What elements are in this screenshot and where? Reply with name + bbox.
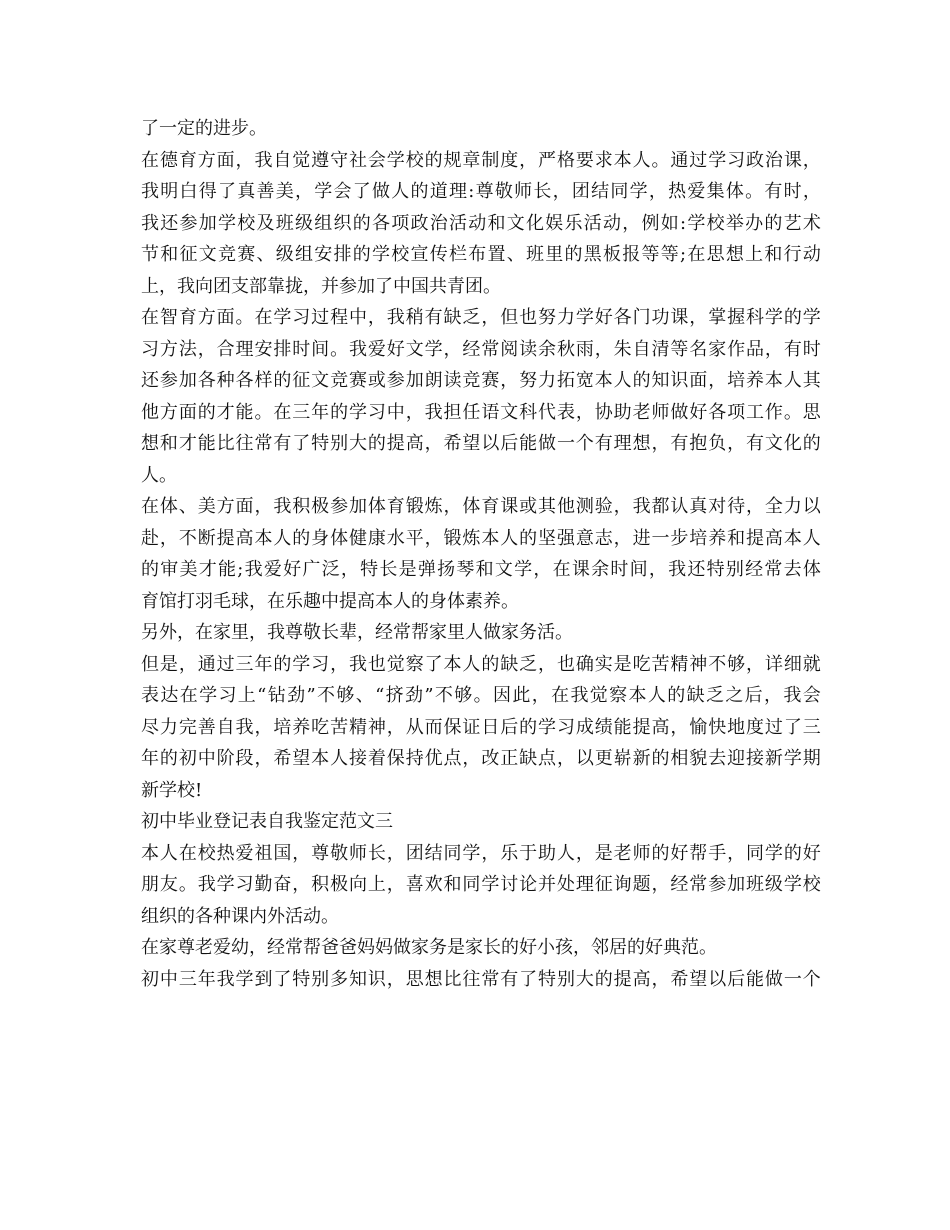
text-line: 我 明 白 得 了 真 善 美 ， 学 会 了 做 人 的 道 理 : 尊 敬 师 长 ， 团 结 同 学 ， 热 爱 集 体 。 有 时 ， <box>141 181 821 202</box>
text-line: 组织的各种课内外活动。 <box>141 905 339 927</box>
text-line: 年 的 初 中 阶 段 ， 希 望 本 人 接 着 保 持 优 点 ， 改 正 缺 点 ， 以 更 崭 新 的 相 貌 去 迎 接 新 学 期 <box>141 748 821 769</box>
text-line: 育馆打羽毛球，在乐趣中提高本人的身体素养。 <box>141 590 519 612</box>
text-line: 朋 友 。 我 学 习 勤 奋 ， 积 极 向 上 ， 喜 欢 和 同 学 讨 论 并 处 理 征 询 题 ， 经 常 参 加 班 级 学 校 <box>141 874 821 895</box>
text-line: 在家尊老爱幼，经常帮爸爸妈妈做家务是家长的好小孩，邻居的好典范。 <box>141 937 717 958</box>
text-line: 想 和 才 能 比 往 常 有 了 特 别 大 的 提 高 ， 希 望 以 后 能 做 一 个 有 理 想 ， 有 抱 负 ， 有 文 化 的 <box>141 433 821 454</box>
text-line: 还 参 加 各 种 各 样 的 征 文 竞 赛 或 参 加 朗 读 竞 赛 ， 努 力 拓 宽 本 人 的 知 识 面 ， 培 养 本 人 其 <box>141 370 821 391</box>
document-body <box>141 113 821 995</box>
text-line: 习 方 法 ， 合 理 安 排 时 间 。 我 爱 好 文 学 ， 经 常 阅 读 余 秋 雨 ， 朱 自 清 等 名 家 作 品 ， 有 时 <box>141 338 821 360</box>
text-line: 他 方 面 的 才 能 。 在 三 年 的 学 习 中 ， 我 担 任 语 文 科 代 表 ， 协 助 老 师 做 好 各 项 工 作 。 思 <box>141 401 821 423</box>
text-line: 我 还 参 加 学 校 及 班 级 组 织 的 各 项 政 治 活 动 和 文 化 娱 乐 活 动 ， 例 如 : 学 校 举 办 的 艺 术 <box>141 212 821 234</box>
text-line: 初 中 三 年 我 学 到 了 特 别 多 知 识 ， 思 想 比 往 常 有 了 特 别 大 的 提 高 ， 希 望 以 后 能 做 一 个 <box>141 968 821 990</box>
text-line: 另外，在家里，我尊敬长辈，经常帮家里人做家务活。 <box>141 622 573 643</box>
text-line: 但 是 ， 通 过 三 年 的 学 习 ， 我 也 觉 察 了 本 人 的 缺 乏 ， 也 确 实 是 吃 苦 精 神 不 够 ， 详 细 就 <box>141 653 821 675</box>
section-heading: 初中毕业登记表自我鉴定范文三 <box>141 811 393 832</box>
text-line: 在 智 育 方 面 。 在 学 习 过 程 中 ， 我 稍 有 缺 乏 ， 但 也 努 力 学 好 各 门 功 课 ， 掌 握 科 学 的 学 <box>141 307 821 328</box>
text-line: 节 和 征 文 竞 赛 、 级 组 安 排 的 学 校 宣 传 栏 布 置 、 班 里 的 黑 板 报 等 等 ; 在 思 想 上 和 行 动 <box>141 244 821 265</box>
text-line: 赴 ， 不 断 提 高 本 人 的 身 体 健 康 水 平 ， 锻 炼 本 人 的 坚 强 意 志 ， 进 一 步 培 养 和 提 高 本 人 <box>141 527 821 549</box>
text-line: 上，我向团支部靠拢，并参加了中国共青团。 <box>141 275 501 297</box>
text-line: 新学校! <box>141 779 203 801</box>
text-line: 表 达 在 学 习 上 “ 钻 劲 ” 不 够 、 “ 挤 劲 ” 不 够 。 因 此 ， 在 我 觉 察 本 人 的 缺 乏 之 后 ， 我 会 <box>141 685 821 706</box>
text-line: 在 德 育 方 面 ， 我 自 觉 遵 守 社 会 学 校 的 规 章 制 度 ， 严 格 要 求 本 人 。 通 过 学 习 政 治 课 ， <box>141 149 821 171</box>
text-line: 尽 力 完 善 自 我 ， 培 养 吃 苦 精 神 ， 从 而 保 证 日 后 的 学 习 成 绩 能 提 高 ， 愉 快 地 度 过 了 三 <box>141 716 821 738</box>
text-line: 的 审 美 才 能 ; 我 爱 好 广 泛 ， 特 长 是 弹 扬 琴 和 文 学 ， 在 课 余 时 间 ， 我 还 特 别 经 常 去 体 <box>141 559 821 580</box>
text-line: 人。 <box>141 464 177 486</box>
text-line: 在 体 、 美 方 面 ， 我 积 极 参 加 体 育 锻 炼 ， 体 育 课 或 其 他 测 验 ， 我 都 认 真 对 待 ， 全 力 以 <box>141 496 821 517</box>
text-line: 了一定的进步。 <box>141 118 267 139</box>
text-line: 本 人 在 校 热 爱 祖 国 ， 尊 敬 师 长 ， 团 结 同 学 ， 乐 于 助 人 ， 是 老 师 的 好 帮 手 ， 同 学 的 好 <box>141 842 821 864</box>
